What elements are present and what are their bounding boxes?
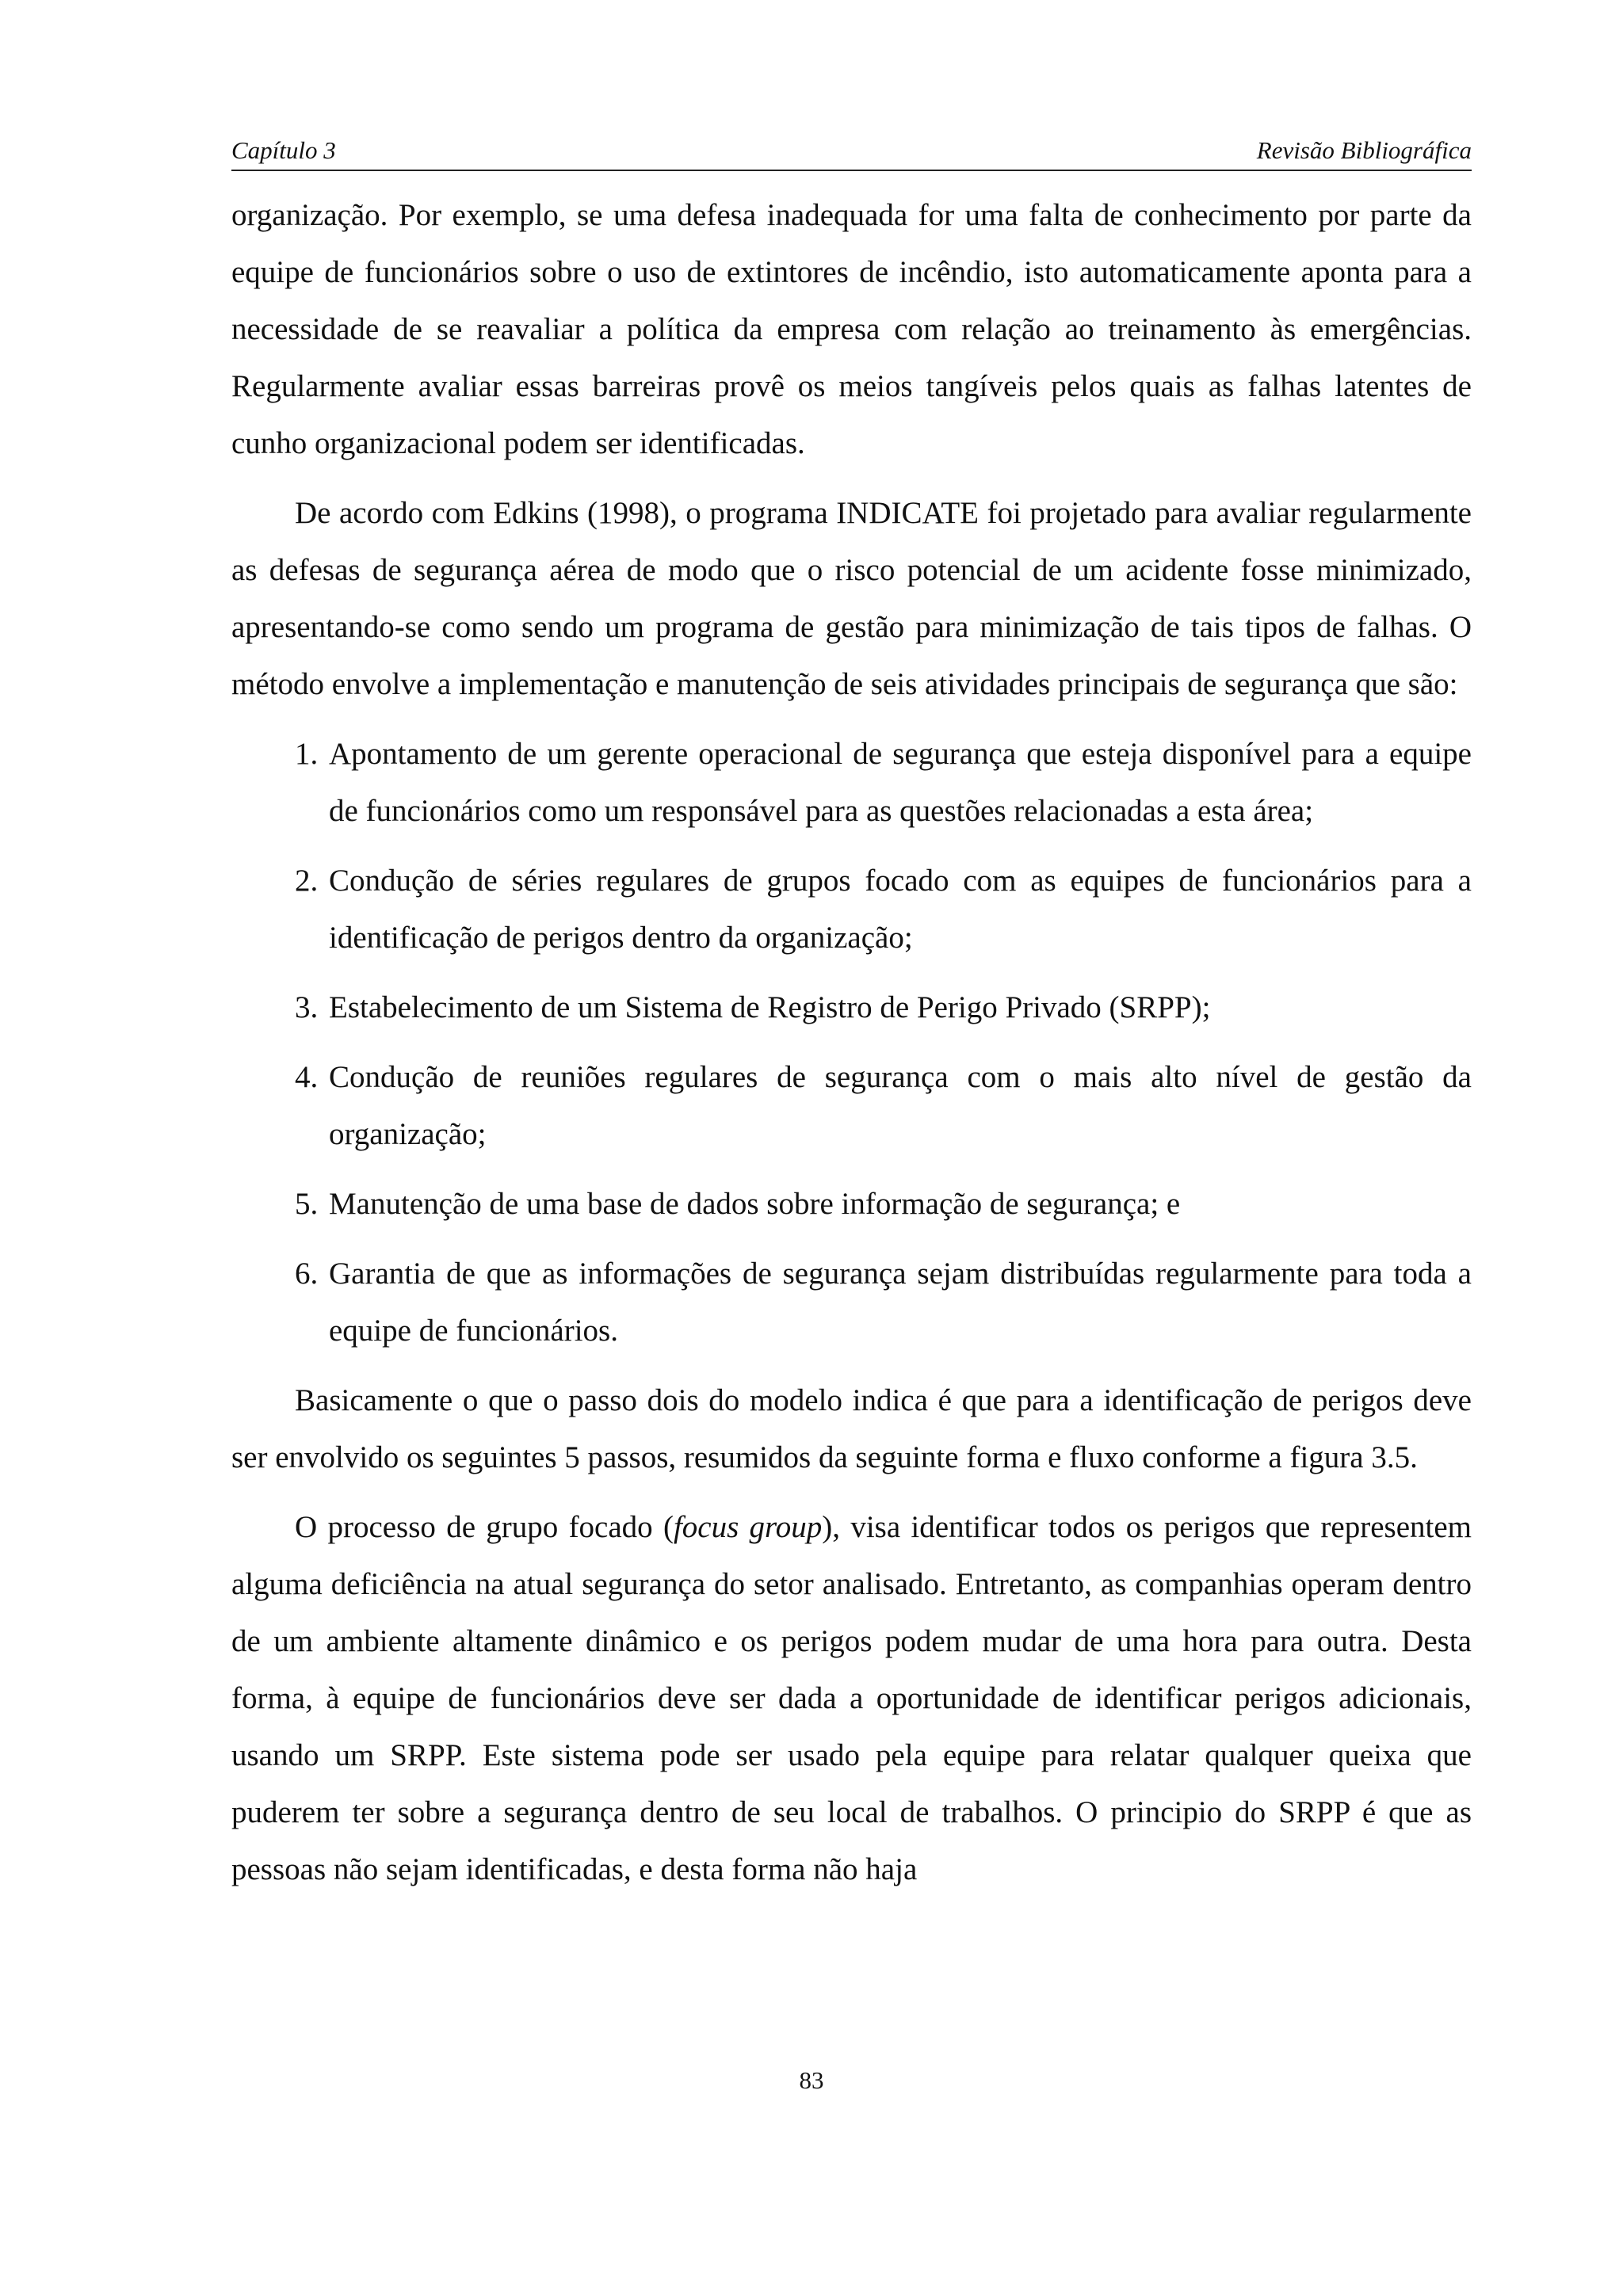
list-item-text: Garantia de que as informações de segurança sejam distribuídas regularmente para toda a equipe de funcionários. bbox=[329, 1257, 1472, 1348]
list-item bbox=[231, 1245, 1472, 1360]
list-item-number: 3. bbox=[295, 990, 319, 1024]
list-item bbox=[231, 852, 1472, 967]
paragraph-4-rest: ), visa identificar todos os perigos que representem alguma deficiência na atual segurança do setor analisado. Entretanto, as companhias operam dentro de um ambiente altamente dinâmico e os perigos podem mudar de uma hora para outra. Desta forma, à equipe de funcionários deve ser dada a oportunidade de identificar perigos adicionais, usando um SRPP. Este sistema pode ser usado pela equipe para relatar qualquer queixa que puderem ter sobre a segurança dentro de seu local de trabalhos. O principio do SRPP é que as pessoas não sejam identificadas, e desta forma não haja bbox=[231, 1510, 1472, 1886]
list-item-text: Condução de reuniões regulares de segurança com o mais alto nível de gestão da organização; bbox=[329, 1060, 1472, 1151]
paragraph-4 bbox=[231, 1499, 1472, 1898]
list-item-text: Apontamento de um gerente operacional de segurança que esteja disponível para a equipe de funcionários como um responsável para as questões relacionadas a esta área; bbox=[329, 737, 1472, 828]
paragraph-3: Basicamente o que o passo dois do modelo indica é que para a identificação de perigos deve ser envolvido os seguintes 5 passos, resumidos da seguinte forma e fluxo conforme a figura 3.5. bbox=[231, 1383, 1472, 1474]
activities-list bbox=[231, 726, 1472, 1360]
paragraph-2: De acordo com Edkins (1998), o programa INDICATE foi projetado para avaliar regularmente as defesas de segurança aérea de modo que o risco potencial de um acidente fosse minimizado, apresentando-se como sendo um programa de gestão para minimização de tais tipos de falhas. O método envolve a implementação e manutenção de seis atividades principais de segurança que são: bbox=[231, 496, 1472, 701]
list-item-text: Condução de séries regulares de grupos focado com as equipes de funcionários para a identificação de perigos dentro da organização; bbox=[329, 864, 1472, 955]
paragraph-4-start: O processo de grupo focado ( bbox=[295, 1510, 674, 1544]
list-item-number: 4. bbox=[295, 1060, 319, 1094]
section-label: Revisão Bibliográfica bbox=[1256, 136, 1472, 164]
body-text bbox=[231, 187, 1472, 1898]
list-item-number: 2. bbox=[295, 864, 319, 898]
focus-group-term: focus group bbox=[673, 1510, 823, 1544]
list-item-text: Manutenção de uma base de dados sobre informação de segurança; e bbox=[329, 1187, 1181, 1221]
paragraph-1: organização. Por exemplo, se uma defesa inadequada for uma falta de conhecimento por parte da equipe de funcionários sobre o uso de extintores de incêndio, isto automaticamente aponta para a necessidade de se reavaliar a política da empresa com relação ao treinamento às emergências. Regularmente avaliar essas barreiras provê os meios tangíveis pelos quais as falhas latentes de cunho organizacional podem ser identificadas. bbox=[231, 198, 1472, 460]
list-item bbox=[231, 979, 1472, 1036]
list-item bbox=[231, 1049, 1472, 1163]
page-number: 83 bbox=[799, 2066, 824, 2094]
list-item-text: Estabelecimento de um Sistema de Registro de Perigo Privado (SRPP); bbox=[329, 990, 1211, 1024]
list-item-number: 1. bbox=[295, 737, 319, 771]
running-header bbox=[231, 135, 1472, 171]
list-item bbox=[231, 726, 1472, 840]
chapter-label: Capítulo 3 bbox=[231, 136, 336, 164]
list-item-number: 6. bbox=[295, 1257, 319, 1291]
list-item-number: 5. bbox=[295, 1187, 319, 1221]
list-item bbox=[231, 1176, 1472, 1233]
